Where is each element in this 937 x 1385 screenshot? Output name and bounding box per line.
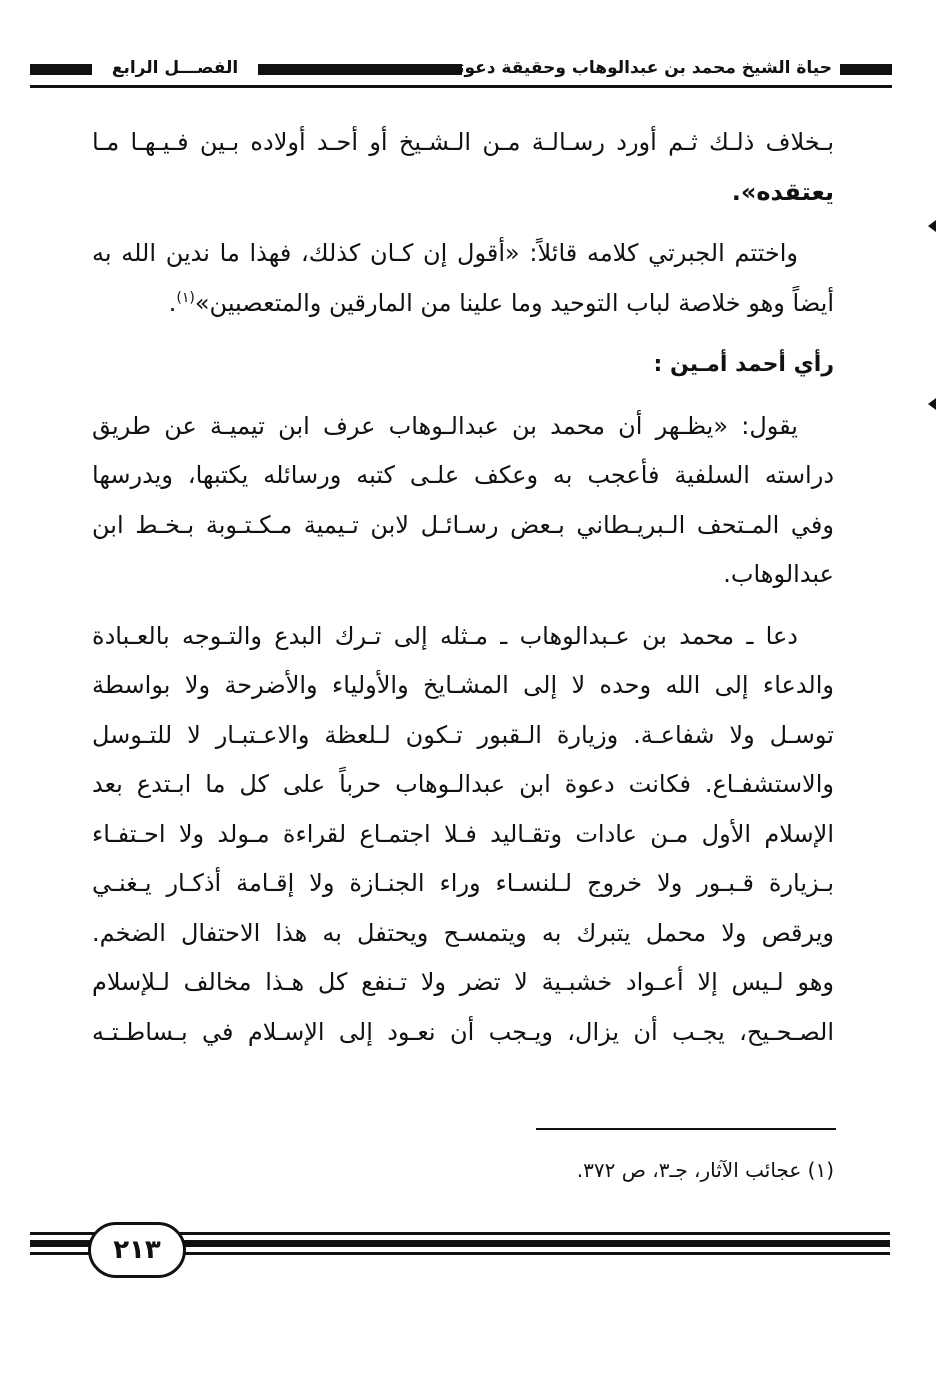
text-line: يقول: «يظـهر أن محمد بن عبدالـوهاب عرف ابن تيميـة عن طريق [92, 411, 798, 440]
text-line: الصـحـيح، يجـب أن يزال، ويـجب أن نعـود إلى الإسـلام في بـساطـتـه [92, 1017, 834, 1046]
text-line: أيضاً وهو خلاصة لباب التوحيد وما علينا من المارقين والمتعصبين»$^{(١)}$. [168, 288, 834, 317]
text-line: دراسته السلفية فأعجب به وعكف علـى كتبه ورسائله يكتبها، ويدرسها [92, 461, 834, 489]
footnote: (١) عجائب الآثار، جـ٣، ص ٣٧٢. [576, 1158, 834, 1182]
text-line: بـزيارة قـبـور ولا خروج لـلنسـاء وراء الجنـازة ولا إقـامة أذكـار يـغنـي [92, 869, 834, 897]
text-line: واختتم الجبرتي كلامه قائلاً: «أقول إن كـان كذلك، فهذا ما ندين الله به [92, 239, 798, 267]
text-line: يعتقده». [731, 177, 834, 206]
footnote-rule [536, 1128, 836, 1130]
text-line: عبدالوهاب. [723, 560, 834, 588]
book-title: حياة الشيخ محمد بن عبدالوهاب وحقيقة دعوته [447, 58, 832, 78]
page-number: ٢١٣ [88, 1222, 186, 1278]
header-bar-right [840, 64, 892, 75]
header-bar-middle [258, 64, 462, 75]
text-line: والاستشفـاع. فكانت دعوة ابن عبدالـوهاب حرباً على كل ما ابـتدع بعد [92, 770, 834, 798]
text-line: والدعاء إلى الله وحده لا إلى المشـايخ والأولياء والأضرحة ولا بواسطة [92, 671, 834, 699]
text-line: بـخلاف ذلـك ثـم أورد رسـالـة مـن الـشـيخ أو أحـد أولاده بـين فـيـهـا مـا [92, 128, 834, 156]
main-text [92, 118, 834, 1057]
running-header [30, 52, 892, 86]
chapter-title: الفصـــل الرابع [111, 58, 239, 78]
paragraph [92, 612, 834, 1058]
footnote-ref: (١) [176, 289, 195, 306]
margin-mark [928, 220, 936, 232]
text-line: وهو لـيس إلا أعـواد خشبـية لا تضر ولا تـنفع كل هـذا مخالف لـلإسلام [92, 968, 834, 996]
text-line: توسـل ولا شفاعـة. وزيارة الـقبور تـكون لـلعظة والاعـتبـار لا للتـوسل [92, 720, 834, 749]
margin-mark [928, 398, 936, 410]
section-heading: رأي أحمد أمـين : [653, 352, 834, 377]
text-line: وفي المـتحف الـبريـطاني بـعض رسـائـل لابن تـيمية مـكـتـوبة بـخـط ابن [92, 510, 834, 539]
paragraph [92, 118, 834, 217]
text-line: ويرقص ولا محمل يتبرك به ويتمسـح ويحتفل به هذا الاحتفال الضخم. [92, 918, 834, 947]
text-span: أيضاً وهو خلاصة لباب التوحيد وما علينا من المارقين والمتعصبين» [194, 288, 834, 317]
paragraph [92, 402, 834, 600]
header-bar-left [30, 64, 92, 75]
text-line: الإسلام الأول مـن عادات وتقـاليد فـلا اجتمـاع لقراءة مـولد ولا احـتفـاء [92, 819, 834, 848]
header-rule [30, 85, 892, 88]
page-footer [30, 1218, 890, 1278]
paragraph [92, 229, 834, 328]
text-line: دعا ـ محمد بن عـبدالوهاب ـ مـثله إلى تـرك البدع والتـوجه بالعـبادة [92, 621, 798, 650]
